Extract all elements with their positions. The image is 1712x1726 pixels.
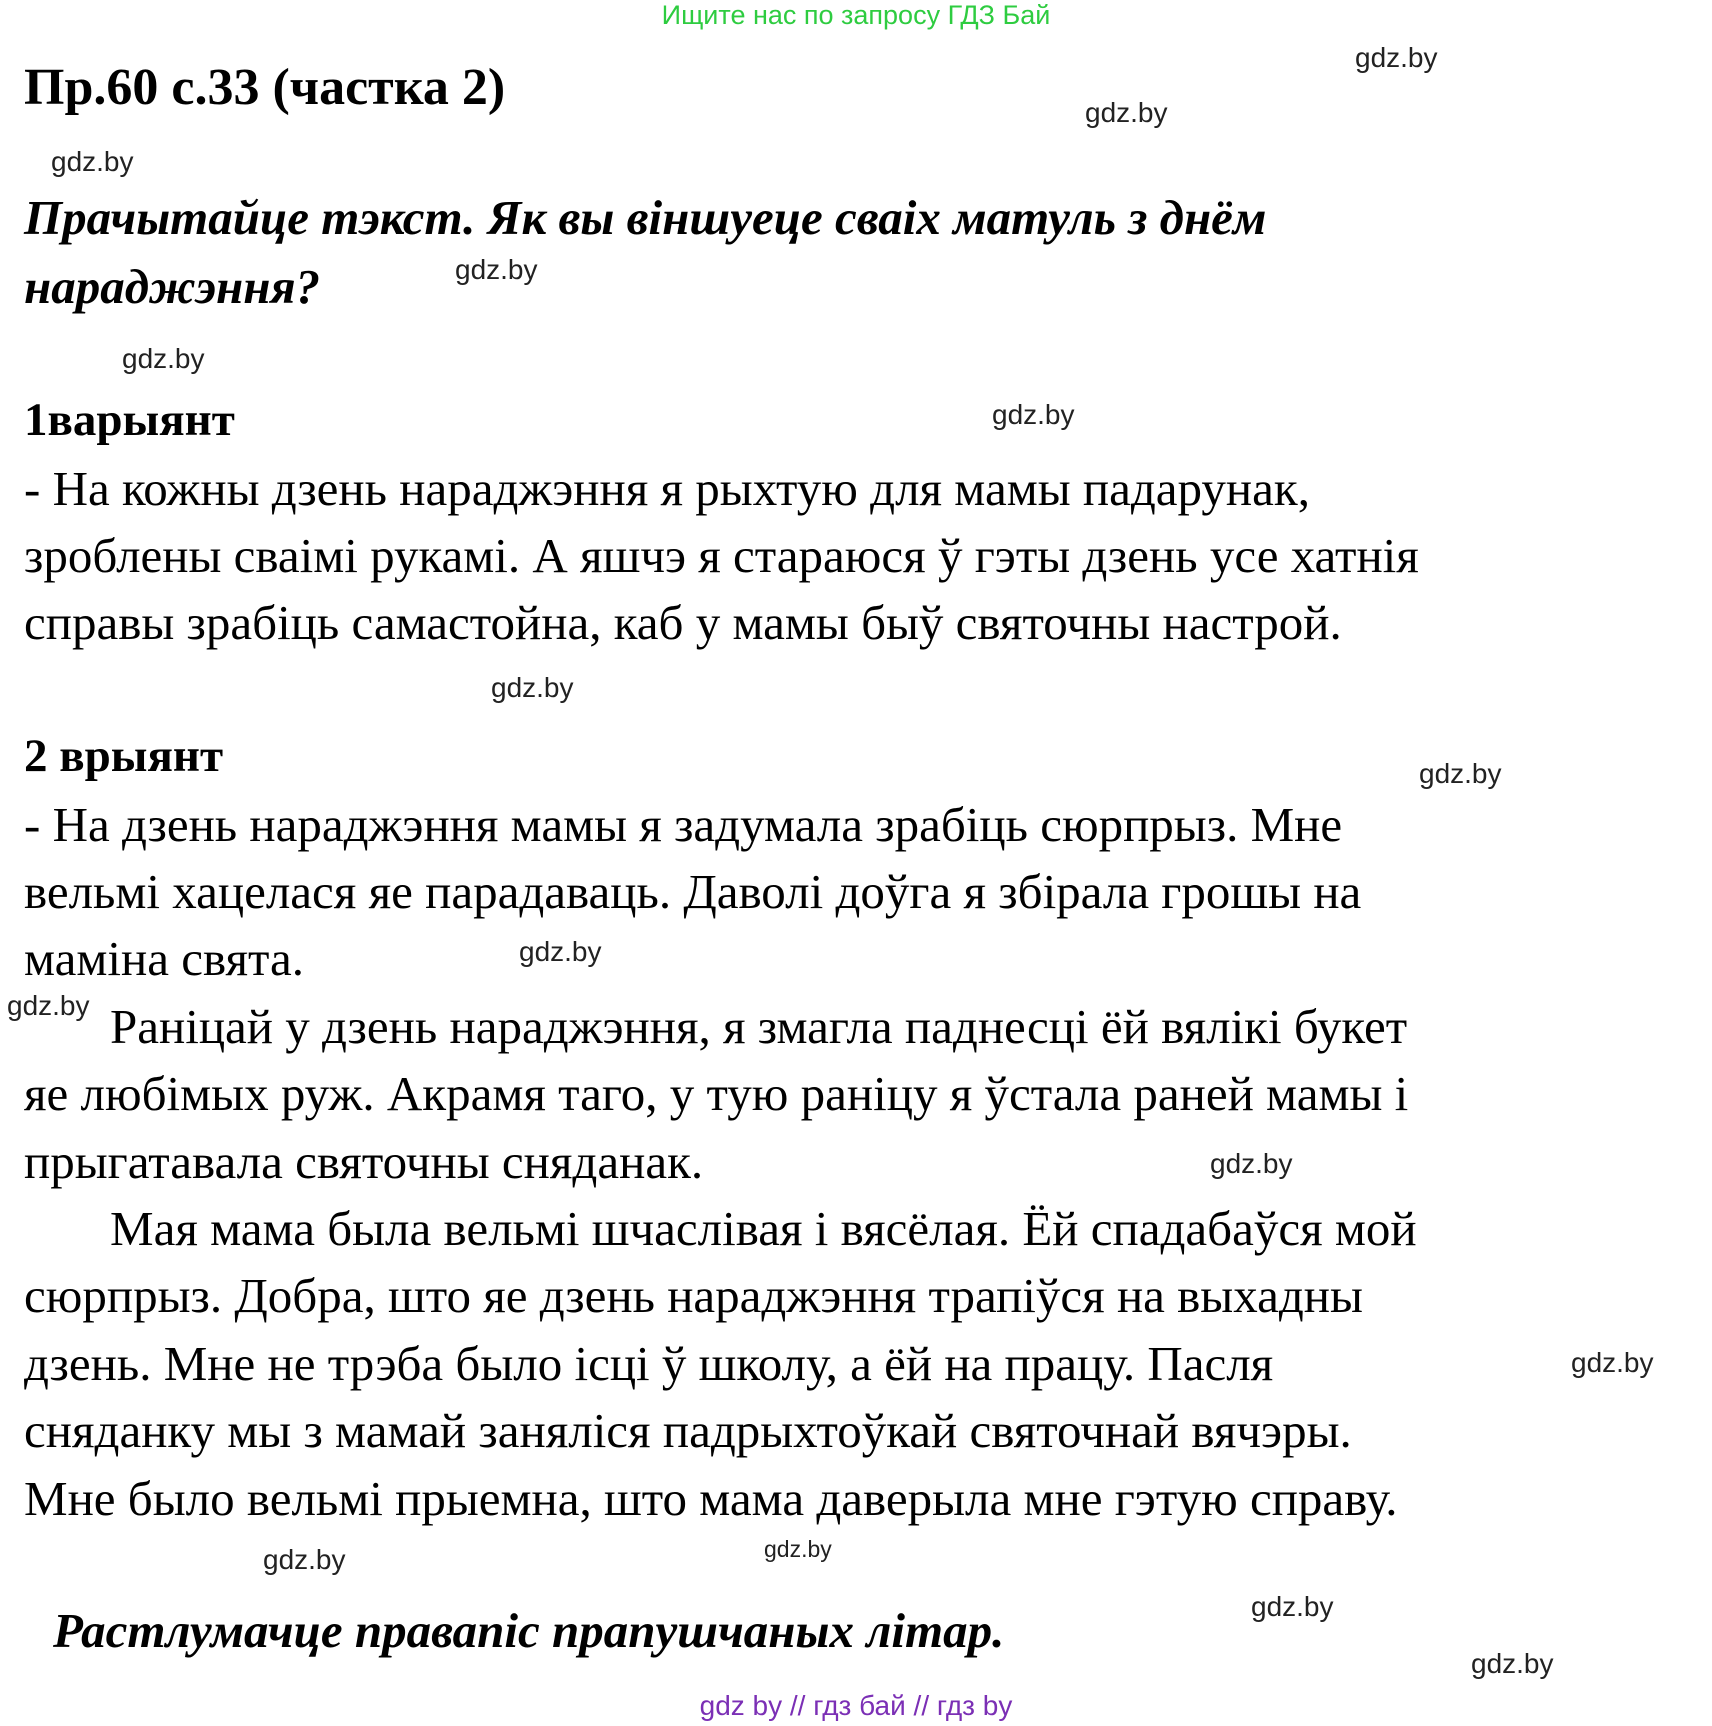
search-banner: Ищите нас по запросу ГДЗ Бай <box>661 0 1051 30</box>
text-line: сняданку мы з мамай заняліся падрыхтоўкай святочнай вячэры. <box>24 1403 1352 1458</box>
watermark: gdz.by <box>992 399 1075 430</box>
watermark: gdz.by <box>122 343 205 374</box>
footer-links: gdz by // гдз бай // гдз by <box>699 1690 1013 1721</box>
watermark: gdz.by <box>51 146 134 177</box>
watermark: gdz.by <box>1085 97 1168 128</box>
watermark: gdz.by <box>263 1544 346 1575</box>
text-line: - На дзень нараджэння мамы я задумала зрабіць сюрпрыз. Мне <box>24 797 1343 852</box>
variant-2-heading: 2 врыянт <box>24 730 224 782</box>
text-line: прыгатавала святочны сняданак. <box>24 1134 704 1189</box>
text-line: сюрпрыз. Добра, што яе дзень нараджэння трапіўся на выхадны <box>24 1268 1363 1323</box>
watermark: gdz.by <box>1210 1148 1293 1179</box>
text-line: справы зрабіць самастойна, каб у мамы быў святочны настрой. <box>24 595 1342 650</box>
task-question: Прачытайце тэкст. Як вы віншуеце сваіх матуль з днём <box>24 190 1267 245</box>
watermark: gdz.by <box>1419 758 1502 789</box>
text-line: маміна свята. <box>24 931 305 986</box>
watermark: gdz.by <box>1471 1648 1554 1679</box>
text-line: дзень. Мне не трэба было ісці ў школу, а ёй на працу. Пасля <box>24 1336 1274 1391</box>
watermark: gdz.by <box>7 990 90 1021</box>
watermark: gdz.by <box>1355 42 1438 73</box>
watermark: gdz.by <box>1571 1347 1654 1378</box>
task-question: нараджэння? <box>24 259 321 314</box>
page-title: Пр.60 с.33 (частка 2) <box>24 59 506 116</box>
text-line: Мне было вельмі прыемна, што мама даверыла мне гэтую справу. <box>24 1471 1398 1526</box>
text-line: вельмі хацелася яе парадаваць. Даволі доўга я збірала грошы на <box>24 864 1362 919</box>
watermark: gdz.by <box>519 936 602 967</box>
watermark: gdz.by <box>1251 1591 1334 1622</box>
text-line: Мая мама была вельмі шчаслівая і вясёлая. Ёй спадабаўся мой <box>110 1201 1417 1256</box>
text-line: яе любімых руж. Акрамя таго, у тую раніцу я ўстала раней мамы і <box>24 1066 1409 1121</box>
text-line: - На кожны дзень нараджэння я рыхтую для мамы падарунак, <box>24 461 1310 516</box>
text-line: зроблены сваімі рукамі. А яшчэ я стараюся ў гэты дзень усе хатнія <box>24 528 1419 583</box>
final-task: Растлумачце правапіс прапушчаных літар. <box>53 1603 1005 1658</box>
variant-1-heading: 1варыянт <box>24 394 235 446</box>
watermark: gdz.by <box>764 1536 832 1562</box>
watermark: gdz.by <box>491 672 574 703</box>
watermark: gdz.by <box>455 254 538 285</box>
text-line: Раніцай у дзень нараджэння, я змагла паднесці ёй вялікі букет <box>110 999 1408 1054</box>
